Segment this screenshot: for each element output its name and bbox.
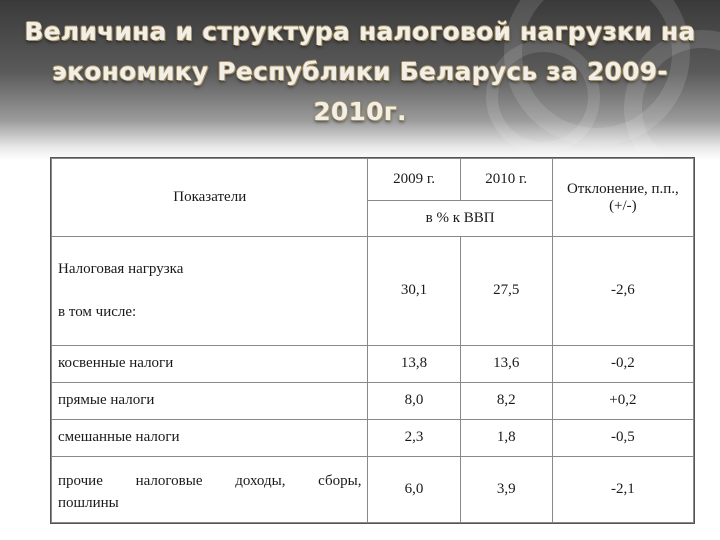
- header-year-2010: 2010 г.: [460, 159, 552, 201]
- cell-2010: 3,9: [460, 456, 552, 522]
- cell-2009: 30,1: [368, 237, 460, 345]
- header-units: в % к ВВП: [368, 201, 552, 237]
- cell-deviation: -2,1: [552, 456, 693, 522]
- cell-2009: 2,3: [368, 419, 460, 456]
- cell-2010: 27,5: [460, 237, 552, 345]
- table-row: [52, 419, 694, 456]
- cell-2010: 1,8: [460, 419, 552, 456]
- slide-title: Величина и структура налоговой нагрузки на экономику Республики Беларусь за 2009-2010г.: [24, 17, 696, 126]
- row-label-tax-burden: [52, 237, 368, 345]
- row-sublabel: в том числе:: [58, 303, 137, 320]
- cell-deviation: -2,6: [552, 237, 693, 345]
- row-label-line2: пошлины: [58, 494, 119, 511]
- table-row: [52, 382, 694, 419]
- row-label-other-taxes: [52, 456, 368, 522]
- row-label-direct-taxes: прямые налоги: [52, 382, 368, 419]
- row-label-indirect-taxes: косвенные налоги: [52, 345, 368, 382]
- cell-2010: 13,6: [460, 345, 552, 382]
- cell-deviation: -0,2: [552, 345, 693, 382]
- cell-deviation: -0,5: [552, 419, 693, 456]
- cell-deviation: +0,2: [552, 382, 693, 419]
- cell-2009: 8,0: [368, 382, 460, 419]
- header-deviation: Отклонение, п.п., (+/-): [552, 159, 693, 237]
- header-indicator: Показатели: [52, 159, 368, 237]
- tax-burden-table: [50, 157, 695, 524]
- row-label-line1: прочие налоговые доходы, сборы,: [58, 472, 362, 489]
- table-row: [52, 456, 694, 522]
- table-row: [52, 345, 694, 382]
- cell-2009: 6,0: [368, 456, 460, 522]
- cell-2009: 13,8: [368, 345, 460, 382]
- row-label-mixed-taxes: смешанные налоги: [52, 419, 368, 456]
- cell-2010: 8,2: [460, 382, 552, 419]
- header-year-2009: 2009 г.: [368, 159, 460, 201]
- table-row: [52, 237, 694, 345]
- row-label: Налоговая нагрузка: [58, 260, 184, 277]
